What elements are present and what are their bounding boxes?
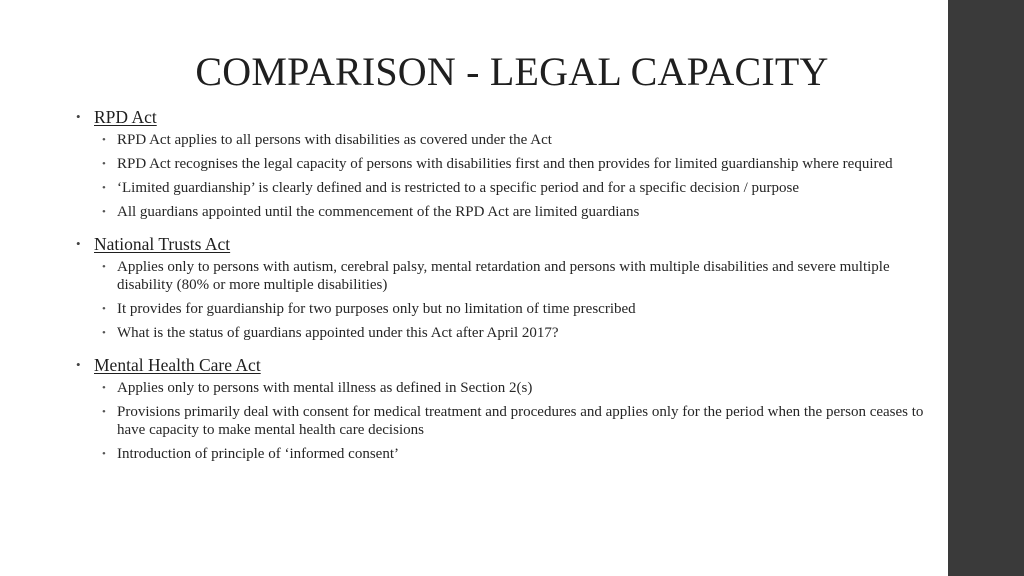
section-rpd-act (76, 107, 942, 221)
bullet-icon: • (102, 406, 106, 418)
list-item-text: Provisions primarily deal with consent for medical treatment and procedures and applies only for the period when the person ceases to have capacity to make mental health care decisions (117, 404, 924, 438)
list-item (76, 324, 942, 342)
section-mental-health-care-act (76, 355, 942, 463)
list-item-text: RPD Act applies to all persons with disabilities as covered under the Act (117, 132, 552, 148)
list-item (76, 445, 942, 463)
list-item (76, 403, 942, 439)
bullet-icon: • (76, 236, 81, 251)
bullet-icon: • (76, 109, 81, 124)
bullet-icon: • (102, 206, 106, 218)
list-item-text: Introduction of principle of ‘informed consent’ (117, 446, 399, 462)
sub-list (76, 131, 942, 221)
sub-list (76, 379, 942, 463)
section-national-trusts-act (76, 234, 942, 342)
section-heading (76, 107, 942, 127)
list-item-text: Applies only to persons with autism, cerebral palsy, mental retardation and persons with multiple disabilities and severe multiple disability (80% or more multiple disabilities) (117, 259, 890, 293)
section-heading-link[interactable]: RPD Act (94, 107, 157, 127)
bullet-icon: • (102, 134, 106, 146)
list-item-text: What is the status of guardians appointed under this Act after April 2017? (117, 325, 559, 341)
sub-list (76, 258, 942, 342)
slide-title: COMPARISON - LEGAL CAPACITY (195, 49, 829, 94)
list-item (76, 379, 942, 397)
list-item (76, 179, 942, 197)
slide-content (76, 107, 942, 476)
list-item-text: ‘Limited guardianship’ is clearly defined and is restricted to a specific period and for a specific decision / purpose (117, 180, 799, 196)
bullet-icon: • (102, 182, 106, 194)
section-heading-link[interactable]: Mental Health Care Act (94, 355, 261, 375)
bullet-icon: • (102, 327, 106, 339)
list-item (76, 155, 942, 173)
bullet-icon: • (102, 448, 106, 460)
bullet-icon: • (76, 357, 81, 372)
list-item (76, 300, 942, 318)
bullet-icon: • (102, 261, 106, 273)
section-heading (76, 355, 942, 375)
list-item (76, 131, 942, 149)
list-item-text: RPD Act recognises the legal capacity of persons with disabilities first and then provides for limited guardianship where required (117, 156, 893, 172)
section-heading (76, 234, 942, 254)
list-item (76, 258, 942, 294)
list-item-text: Applies only to persons with mental illness as defined in Section 2(s) (117, 380, 533, 396)
list-item-text: It provides for guardianship for two purposes only but no limitation of time prescribed (117, 301, 636, 317)
bullet-icon: • (102, 382, 106, 394)
section-heading-link[interactable]: National Trusts Act (94, 234, 231, 254)
list-item (76, 203, 942, 221)
bullet-icon: • (102, 303, 106, 315)
bullet-icon: • (102, 158, 106, 170)
list-item-text: All guardians appointed until the commencement of the RPD Act are limited guardians (117, 204, 640, 220)
